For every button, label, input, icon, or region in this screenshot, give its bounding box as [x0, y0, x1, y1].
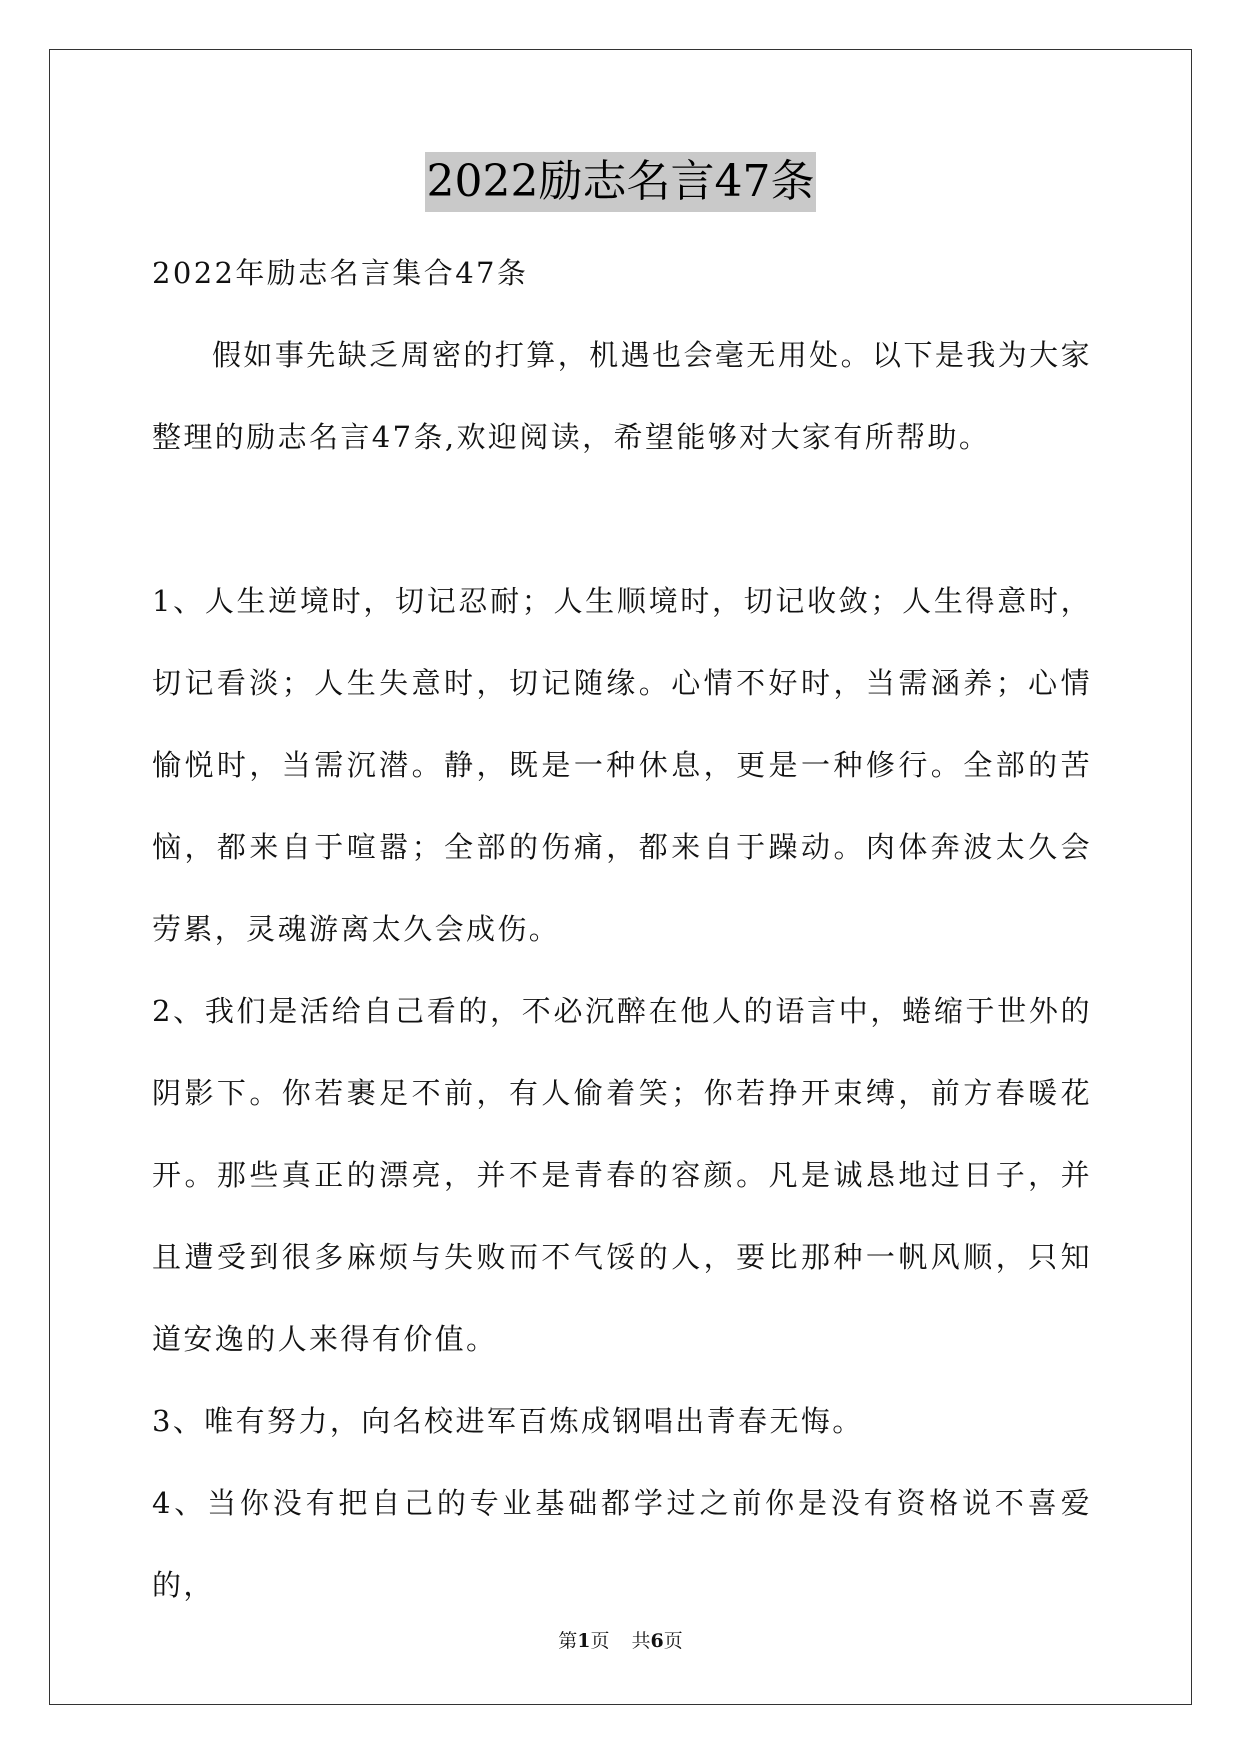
page-footer [0, 1628, 1241, 1654]
page-total: 6 [650, 1630, 664, 1652]
quote-item-2: 2、我们是活给自己看的，不必沉醉在他人的语言中，蜷缩于世外的阴影下。你若裹足不前，有人偷着笑；你若挣开束缚，前方春暖花开。那些真正的漂亮，并不是青春的容颜。凡是诚恳地过日子，并且遭受到很多麻烦与失败而不气馁的人，要比那种一帆风顺，只知道安逸的人来得有价值。 [152, 994, 1092, 1356]
quote-item-3: 3、唯有努力，向名校进军百炼成钢唱出青春无悔。 [152, 1404, 864, 1438]
quote-item-1: 1、人生逆境时，切记忍耐；人生顺境时，切记收敛；人生得意时，切记看淡；人生失意时，切记随缘。心情不好时，当需涵养；心情愉悦时，当需沉潜。静，既是一种休息，更是一种修行。全部的苦恼，都来自于喧嚣；全部的伤痛，都来自于躁动。肉体奔波太久会劳累，灵魂游离太久会成伤。 [152, 584, 1092, 946]
intro-paragraph: 假如事先缺乏周密的打算，机遇也会毫无用处。以下是我为大家整理的励志名言47条,欢迎阅读，希望能够对大家有所帮助。 [152, 338, 1092, 454]
page-suffix: 页 [590, 1630, 610, 1652]
document-body [152, 232, 1092, 1626]
quote-item-4: 4、当你没有把自己的专业基础都学过之前你是没有资格说不喜爱的， [152, 1486, 1092, 1602]
blank-line [152, 478, 1092, 560]
page-prefix: 第 [558, 1630, 578, 1652]
total-prefix: 共 [631, 1630, 651, 1652]
title-container [0, 152, 1241, 212]
document-subtitle: 2022年励志名言集合47条 [152, 256, 529, 290]
document-title: 2022励志名言47条 [425, 152, 817, 212]
total-suffix: 页 [663, 1630, 683, 1652]
page-current: 1 [577, 1630, 591, 1652]
